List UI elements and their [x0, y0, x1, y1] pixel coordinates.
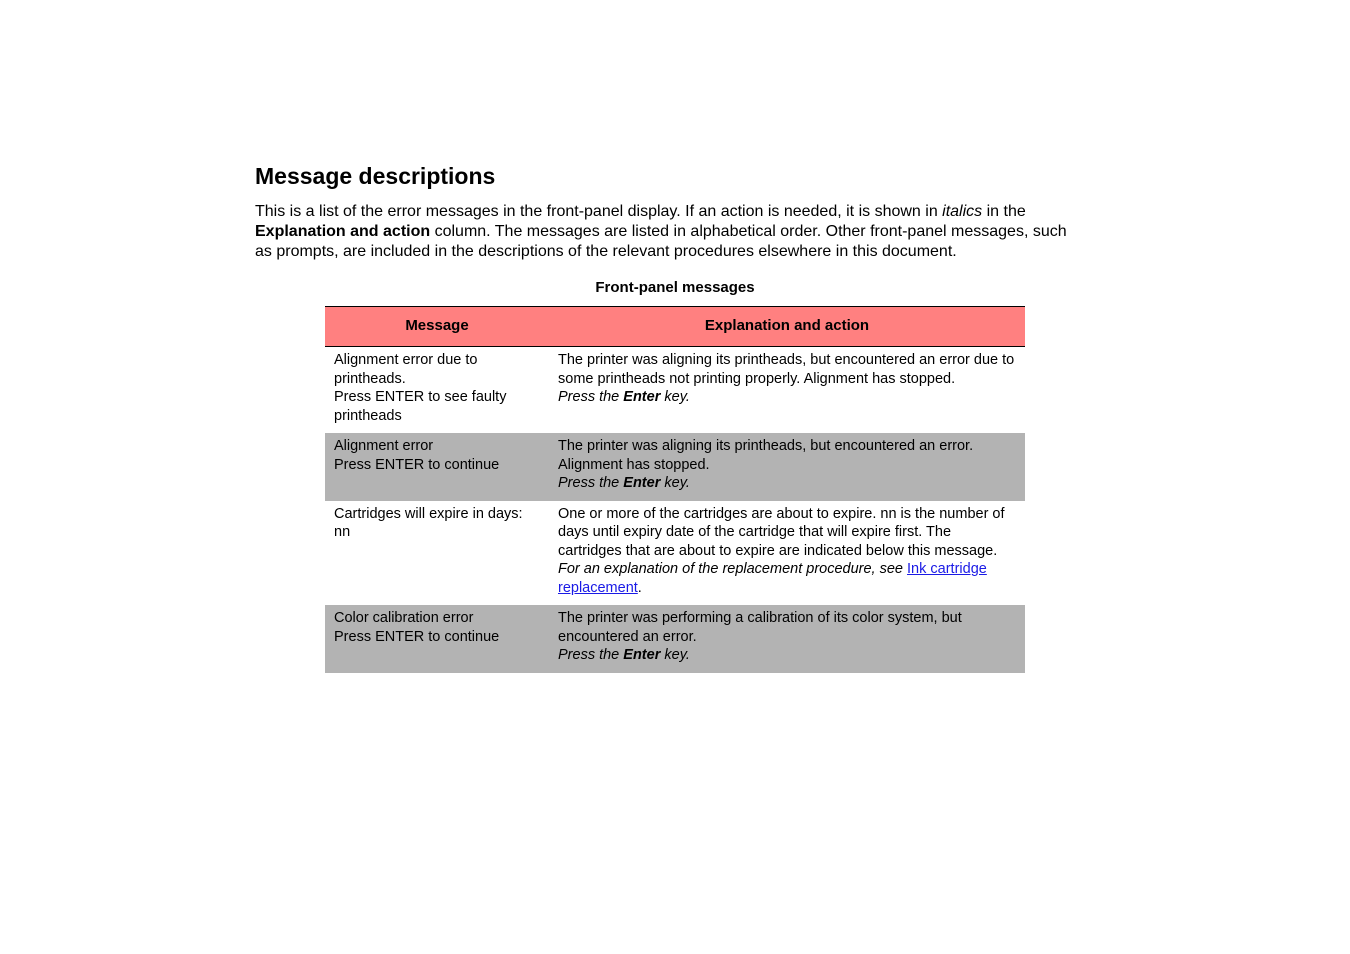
- document-section: [255, 160, 1085, 298]
- intro-text-2: in the: [982, 203, 1026, 220]
- message-line: Press ENTER to continue: [334, 628, 500, 645]
- action-suffix: key.: [660, 647, 690, 663]
- action-text: [558, 388, 1016, 407]
- explanation-text: The printer was performing a calibration of its color system, but encountered an error.: [558, 610, 962, 645]
- action-prefix: Press the: [558, 389, 624, 405]
- explanation-cell: [549, 347, 1025, 434]
- page-title: Message descriptions: [255, 163, 496, 189]
- table-caption: Front-panel messages: [595, 279, 755, 296]
- column-header-message: Message: [325, 307, 549, 347]
- message-line: Cartridges will expire in days: nn: [334, 505, 523, 540]
- table-header-row: [325, 307, 1025, 347]
- table-row: [325, 501, 1025, 606]
- table-row: [325, 605, 1025, 673]
- explanation-cell: [549, 605, 1025, 673]
- message-line: Alignment error due to printheads.: [334, 352, 478, 387]
- message-line: Press ENTER to continue: [334, 456, 500, 473]
- message-cell: [325, 605, 549, 673]
- message-cell: [325, 433, 549, 501]
- intro-text-1: This is a list of the error messages in the front-panel display. If an action is needed, it is shown in: [255, 203, 943, 220]
- intro-bold-phrase: Explanation and action: [255, 223, 431, 240]
- explanation-text: The printer was aligning its printheads, but encountered an error due to some printheads not printing properly. Alignment has stopped.: [558, 352, 1015, 387]
- message-cell: [325, 501, 549, 606]
- front-panel-messages-table: [325, 306, 1025, 673]
- action-prefix: Press the: [558, 475, 624, 491]
- action-key: Enter: [623, 647, 661, 663]
- intro-italic-word: italics: [942, 203, 983, 220]
- action-prefix: For an explanation of the replacement procedure, see: [558, 561, 908, 577]
- message-line: Press ENTER to see faulty printheads: [334, 389, 507, 424]
- message-line: Color calibration error: [334, 610, 474, 626]
- action-text: [558, 560, 1016, 597]
- intro-paragraph: [255, 202, 1085, 262]
- table-row: [325, 347, 1025, 434]
- action-suffix: key.: [660, 389, 690, 405]
- explanation-cell: [549, 501, 1025, 606]
- action-key: Enter: [623, 475, 661, 491]
- explanation-text: The printer was aligning its printheads, but encountered an error. Alignment has stopped.: [558, 438, 974, 473]
- action-suffix: .: [637, 579, 642, 596]
- explanation-text: One or more of the cartridges are about to expire. nn is the number of days until expiry date of the cartridge that will expire first. The cartridges that are about to expire are indicated below this message.: [558, 505, 1005, 559]
- ink-cartridge-replacement-link[interactable]: Ink cartridge replacement: [558, 561, 987, 596]
- message-line: Alignment error: [334, 438, 434, 454]
- action-text: [558, 474, 1016, 493]
- action-suffix: key.: [660, 475, 690, 491]
- action-key: Enter: [623, 389, 661, 405]
- action-text: [558, 646, 1016, 665]
- explanation-cell: [549, 433, 1025, 501]
- message-cell: [325, 347, 549, 434]
- intro-text-3: column. The messages are listed in alphabetical order. Other front-panel messages, such as prompts, are included in the descriptions of the relevant procedures elsewhere in this document.: [255, 223, 1067, 260]
- column-header-explanation: Explanation and action: [549, 307, 1025, 347]
- table-row: [325, 433, 1025, 501]
- action-prefix: Press the: [558, 647, 624, 663]
